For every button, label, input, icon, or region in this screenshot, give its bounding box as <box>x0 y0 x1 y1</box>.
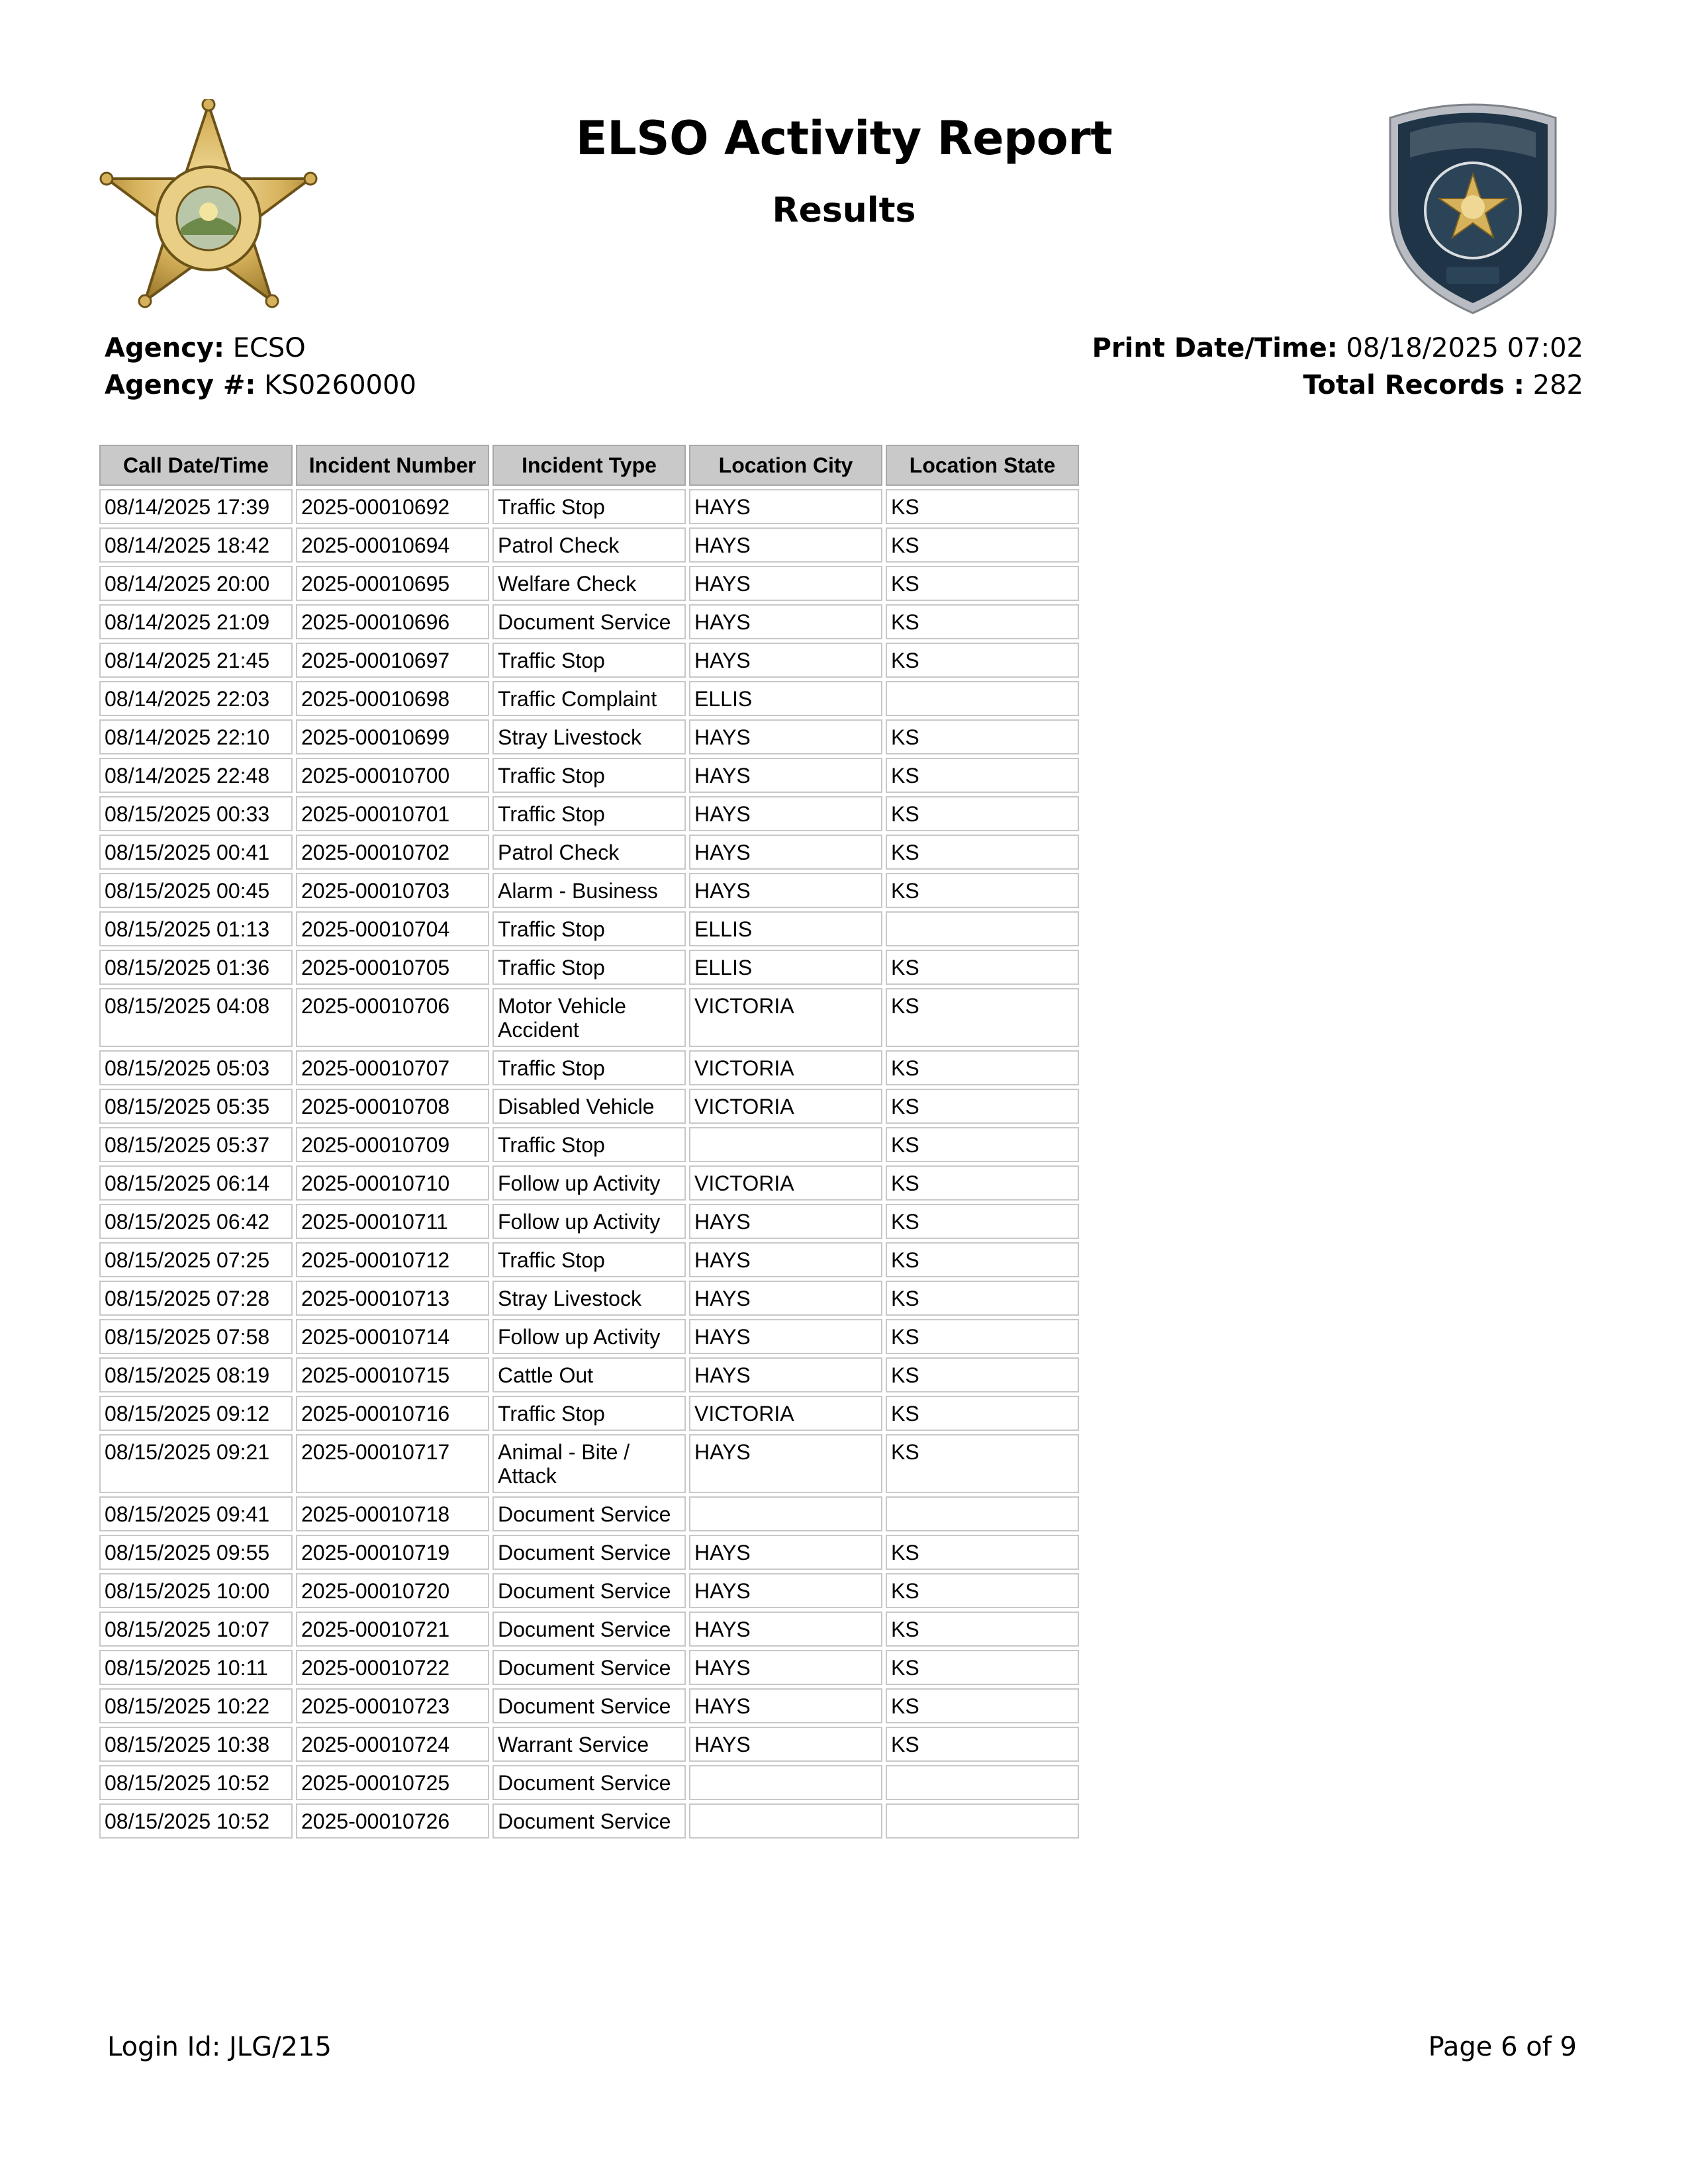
location-state-cell: KS <box>886 1204 1079 1239</box>
location-city-cell: VICTORIA <box>689 1165 882 1201</box>
location-state-cell: KS <box>886 489 1079 524</box>
location-city-cell: HAYS <box>689 873 882 908</box>
page-number: Page 6 of 9 <box>1428 2032 1577 2062</box>
total-records-line <box>1092 367 1583 404</box>
incident-type-cell: Document Service <box>492 1765 686 1800</box>
column-header: Location City <box>689 445 882 486</box>
location-city-cell: HAYS <box>689 719 882 754</box>
incident-type-cell: Motor Vehicle Accident <box>492 988 686 1047</box>
table-row <box>99 604 1079 639</box>
incident-type-cell: Document Service <box>492 1573 686 1608</box>
location-city-cell: HAYS <box>689 489 882 524</box>
login-id: Login Id: JLG/215 <box>107 2032 332 2062</box>
incident-number-cell: 2025-00010723 <box>296 1688 489 1723</box>
agency-number-line <box>105 367 416 404</box>
location-city-cell: HAYS <box>689 604 882 639</box>
location-city-cell: HAYS <box>689 527 882 563</box>
location-state-cell: KS <box>886 796 1079 831</box>
call-datetime-cell: 08/15/2025 06:42 <box>99 1204 293 1239</box>
location-state-cell: KS <box>886 1688 1079 1723</box>
call-datetime-cell: 08/15/2025 10:22 <box>99 1688 293 1723</box>
call-datetime-cell: 08/14/2025 17:39 <box>99 489 293 524</box>
location-city-cell <box>689 1765 882 1800</box>
call-datetime-cell: 08/15/2025 10:00 <box>99 1573 293 1608</box>
location-state-cell: KS <box>886 719 1079 754</box>
call-datetime-cell: 08/15/2025 00:33 <box>99 796 293 831</box>
call-datetime-cell: 08/14/2025 22:48 <box>99 758 293 793</box>
location-state-cell: KS <box>886 1535 1079 1570</box>
incident-number-cell: 2025-00010696 <box>296 604 489 639</box>
incident-number-cell: 2025-00010701 <box>296 796 489 831</box>
incident-type-cell: Traffic Stop <box>492 758 686 793</box>
incident-number-cell: 2025-00010698 <box>296 681 489 716</box>
call-datetime-cell: 08/15/2025 09:55 <box>99 1535 293 1570</box>
table-row <box>99 911 1079 946</box>
call-datetime-cell: 08/15/2025 07:25 <box>99 1242 293 1277</box>
incident-type-cell: Traffic Stop <box>492 1127 686 1162</box>
location-city-cell: HAYS <box>689 1319 882 1354</box>
table-row <box>99 835 1079 870</box>
location-city-cell: VICTORIA <box>689 1396 882 1431</box>
incident-type-cell: Traffic Stop <box>492 489 686 524</box>
incident-number-cell: 2025-00010719 <box>296 1535 489 1570</box>
call-datetime-cell: 08/14/2025 21:09 <box>99 604 293 639</box>
incident-number-cell: 2025-00010707 <box>296 1050 489 1085</box>
incident-number-cell: 2025-00010722 <box>296 1650 489 1685</box>
call-datetime-cell: 08/14/2025 22:03 <box>99 681 293 716</box>
location-city-cell <box>689 1496 882 1531</box>
call-datetime-cell: 08/15/2025 09:41 <box>99 1496 293 1531</box>
table-row <box>99 1496 1079 1531</box>
print-datetime-line <box>1092 330 1583 367</box>
incident-type-cell: Traffic Complaint <box>492 681 686 716</box>
sheriff-shield-logo <box>1383 98 1562 316</box>
incident-number-cell: 2025-00010714 <box>296 1319 489 1354</box>
location-city-cell: HAYS <box>689 796 882 831</box>
incident-number-cell: 2025-00010700 <box>296 758 489 793</box>
incident-type-cell: Patrol Check <box>492 527 686 563</box>
location-state-cell: KS <box>886 1050 1079 1085</box>
incident-number-cell: 2025-00010702 <box>296 835 489 870</box>
location-city-cell: HAYS <box>689 1688 882 1723</box>
location-state-cell: KS <box>886 1573 1079 1608</box>
location-state-cell: KS <box>886 835 1079 870</box>
total-records-label: Total Records : <box>1303 370 1524 400</box>
location-city-cell: HAYS <box>689 758 882 793</box>
table-row <box>99 1765 1079 1800</box>
agency-number-value: KS0260000 <box>264 370 416 400</box>
incident-type-cell: Document Service <box>492 604 686 639</box>
table-row <box>99 796 1079 831</box>
location-state-cell: KS <box>886 1612 1079 1647</box>
incident-type-cell: Cattle Out <box>492 1357 686 1392</box>
table-row <box>99 1612 1079 1647</box>
table-row <box>99 1204 1079 1239</box>
incident-number-cell: 2025-00010712 <box>296 1242 489 1277</box>
location-state-cell <box>886 1496 1079 1531</box>
location-state-cell: KS <box>886 1357 1079 1392</box>
table-row <box>99 489 1079 524</box>
location-state-cell: KS <box>886 527 1079 563</box>
activity-table <box>96 441 1082 1842</box>
table-row <box>99 1242 1079 1277</box>
location-state-cell: KS <box>886 1127 1079 1162</box>
incident-type-cell: Traffic Stop <box>492 911 686 946</box>
column-header: Location State <box>886 445 1079 486</box>
incident-type-cell: Document Service <box>492 1803 686 1839</box>
incident-number-cell: 2025-00010721 <box>296 1612 489 1647</box>
table-row <box>99 758 1079 793</box>
incident-type-cell: Disabled Vehicle <box>492 1089 686 1124</box>
location-city-cell: ELLIS <box>689 681 882 716</box>
call-datetime-cell: 08/15/2025 07:28 <box>99 1281 293 1316</box>
incident-number-cell: 2025-00010694 <box>296 527 489 563</box>
agency-line <box>105 330 416 367</box>
location-state-cell: KS <box>886 1396 1079 1431</box>
incident-number-cell: 2025-00010706 <box>296 988 489 1047</box>
location-state-cell: KS <box>886 988 1079 1047</box>
location-city-cell: HAYS <box>689 1573 882 1608</box>
location-city-cell: HAYS <box>689 566 882 601</box>
call-datetime-cell: 08/15/2025 06:14 <box>99 1165 293 1201</box>
call-datetime-cell: 08/15/2025 08:19 <box>99 1357 293 1392</box>
report-subtitle: Results <box>772 191 916 230</box>
table-row <box>99 1650 1079 1685</box>
location-city-cell: HAYS <box>689 1204 882 1239</box>
table-row <box>99 1127 1079 1162</box>
incident-type-cell: Traffic Stop <box>492 1050 686 1085</box>
table-row <box>99 1727 1079 1762</box>
incident-number-cell: 2025-00010726 <box>296 1803 489 1839</box>
table-row <box>99 1803 1079 1839</box>
table-row <box>99 1573 1079 1608</box>
incident-type-cell: Document Service <box>492 1650 686 1685</box>
incident-number-cell: 2025-00010697 <box>296 643 489 678</box>
table-row <box>99 873 1079 908</box>
table-row <box>99 1357 1079 1392</box>
table-row <box>99 1165 1079 1201</box>
location-state-cell: KS <box>886 758 1079 793</box>
location-state-cell: KS <box>886 873 1079 908</box>
column-header: Incident Type <box>492 445 686 486</box>
call-datetime-cell: 08/15/2025 07:58 <box>99 1319 293 1354</box>
incident-type-cell: Traffic Stop <box>492 1242 686 1277</box>
incident-number-cell: 2025-00010725 <box>296 1765 489 1800</box>
location-city-cell: ELLIS <box>689 950 882 985</box>
location-city-cell: HAYS <box>689 1281 882 1316</box>
location-city-cell <box>689 1127 882 1162</box>
location-state-cell: KS <box>886 566 1079 601</box>
table-row <box>99 1281 1079 1316</box>
incident-number-cell: 2025-00010703 <box>296 873 489 908</box>
location-state-cell: KS <box>886 1319 1079 1354</box>
location-state-cell: KS <box>886 1165 1079 1201</box>
location-city-cell: HAYS <box>689 1434 882 1493</box>
location-state-cell: KS <box>886 1089 1079 1124</box>
incident-number-cell: 2025-00010699 <box>296 719 489 754</box>
location-state-cell <box>886 681 1079 716</box>
call-datetime-cell: 08/15/2025 01:36 <box>99 950 293 985</box>
table-row <box>99 1050 1079 1085</box>
location-state-cell: KS <box>886 950 1079 985</box>
table-row <box>99 950 1079 985</box>
location-city-cell: HAYS <box>689 643 882 678</box>
incident-type-cell: Patrol Check <box>492 835 686 870</box>
agency-value: ECSO <box>232 333 306 363</box>
incident-type-cell: Traffic Stop <box>492 950 686 985</box>
table-row <box>99 1089 1079 1124</box>
location-city-cell: VICTORIA <box>689 1089 882 1124</box>
call-datetime-cell: 08/15/2025 10:38 <box>99 1727 293 1762</box>
incident-number-cell: 2025-00010704 <box>296 911 489 946</box>
print-datetime-value: 08/18/2025 07:02 <box>1346 333 1583 363</box>
call-datetime-cell: 08/14/2025 18:42 <box>99 527 293 563</box>
incident-number-cell: 2025-00010708 <box>296 1089 489 1124</box>
location-state-cell: KS <box>886 1650 1079 1685</box>
print-info <box>1092 330 1583 404</box>
total-records-value: 282 <box>1532 370 1583 400</box>
incident-number-cell: 2025-00010718 <box>296 1496 489 1531</box>
call-datetime-cell: 08/14/2025 21:45 <box>99 643 293 678</box>
location-state-cell: KS <box>886 1242 1079 1277</box>
call-datetime-cell: 08/15/2025 10:52 <box>99 1765 293 1800</box>
call-datetime-cell: 08/15/2025 04:08 <box>99 988 293 1047</box>
location-city-cell: HAYS <box>689 1727 882 1762</box>
table-row <box>99 527 1079 563</box>
call-datetime-cell: 08/15/2025 00:45 <box>99 873 293 908</box>
location-state-cell <box>886 1803 1079 1839</box>
incident-type-cell: Welfare Check <box>492 566 686 601</box>
incident-number-cell: 2025-00010711 <box>296 1204 489 1239</box>
table-header-row <box>99 445 1079 486</box>
call-datetime-cell: 08/15/2025 10:07 <box>99 1612 293 1647</box>
call-datetime-cell: 08/15/2025 09:12 <box>99 1396 293 1431</box>
incident-type-cell: Traffic Stop <box>492 796 686 831</box>
incident-type-cell: Warrant Service <box>492 1727 686 1762</box>
call-datetime-cell: 08/15/2025 10:11 <box>99 1650 293 1685</box>
incident-type-cell: Document Service <box>492 1535 686 1570</box>
table-row <box>99 643 1079 678</box>
incident-number-cell: 2025-00010720 <box>296 1573 489 1608</box>
incident-type-cell: Document Service <box>492 1688 686 1723</box>
agency-label: Agency: <box>105 333 224 363</box>
incident-number-cell: 2025-00010724 <box>296 1727 489 1762</box>
incident-number-cell: 2025-00010710 <box>296 1165 489 1201</box>
table-row <box>99 1396 1079 1431</box>
incident-type-cell: Document Service <box>492 1612 686 1647</box>
incident-type-cell: Follow up Activity <box>492 1165 686 1201</box>
incident-type-cell: Alarm - Business <box>492 873 686 908</box>
call-datetime-cell: 08/14/2025 22:10 <box>99 719 293 754</box>
incident-number-cell: 2025-00010716 <box>296 1396 489 1431</box>
agency-info <box>105 330 416 404</box>
location-state-cell: KS <box>886 643 1079 678</box>
table-row <box>99 1688 1079 1723</box>
incident-number-cell: 2025-00010717 <box>296 1434 489 1493</box>
incident-type-cell: Follow up Activity <box>492 1319 686 1354</box>
incident-type-cell: Traffic Stop <box>492 643 686 678</box>
call-datetime-cell: 08/15/2025 05:35 <box>99 1089 293 1124</box>
location-city-cell: HAYS <box>689 1535 882 1570</box>
table-row <box>99 988 1079 1047</box>
table-row <box>99 1434 1079 1493</box>
report-title: ELSO Activity Report <box>575 111 1113 165</box>
incident-type-cell: Follow up Activity <box>492 1204 686 1239</box>
incident-type-cell: Traffic Stop <box>492 1396 686 1431</box>
location-city-cell: HAYS <box>689 835 882 870</box>
incident-number-cell: 2025-00010705 <box>296 950 489 985</box>
location-state-cell: KS <box>886 1281 1079 1316</box>
call-datetime-cell: 08/15/2025 01:13 <box>99 911 293 946</box>
incident-number-cell: 2025-00010713 <box>296 1281 489 1316</box>
location-city-cell: HAYS <box>689 1650 882 1685</box>
incident-number-cell: 2025-00010692 <box>296 489 489 524</box>
incident-number-cell: 2025-00010715 <box>296 1357 489 1392</box>
column-header: Incident Number <box>296 445 489 486</box>
table-row <box>99 566 1079 601</box>
print-datetime-label: Print Date/Time: <box>1092 333 1338 363</box>
table-row <box>99 1535 1079 1570</box>
table-row <box>99 1319 1079 1354</box>
table-body <box>99 489 1079 1839</box>
incident-number-cell: 2025-00010709 <box>296 1127 489 1162</box>
location-state-cell <box>886 911 1079 946</box>
incident-type-cell: Stray Livestock <box>492 719 686 754</box>
location-state-cell: KS <box>886 604 1079 639</box>
location-state-cell: KS <box>886 1727 1079 1762</box>
call-datetime-cell: 08/15/2025 09:21 <box>99 1434 293 1493</box>
table-row <box>99 719 1079 754</box>
sheriff-shield-icon <box>1383 98 1562 316</box>
incident-type-cell: Stray Livestock <box>492 1281 686 1316</box>
table-row <box>99 681 1079 716</box>
call-datetime-cell: 08/15/2025 05:37 <box>99 1127 293 1162</box>
column-header: Call Date/Time <box>99 445 293 486</box>
location-city-cell: HAYS <box>689 1357 882 1392</box>
location-city-cell: HAYS <box>689 1612 882 1647</box>
location-city-cell: VICTORIA <box>689 1050 882 1085</box>
location-city-cell: HAYS <box>689 1242 882 1277</box>
location-city-cell: VICTORIA <box>689 988 882 1047</box>
call-datetime-cell: 08/14/2025 20:00 <box>99 566 293 601</box>
agency-number-label: Agency #: <box>105 370 256 400</box>
location-city-cell <box>689 1803 882 1839</box>
call-datetime-cell: 08/15/2025 00:41 <box>99 835 293 870</box>
location-city-cell: ELLIS <box>689 911 882 946</box>
incident-type-cell: Animal - Bite / Attack <box>492 1434 686 1493</box>
location-state-cell <box>886 1765 1079 1800</box>
call-datetime-cell: 08/15/2025 10:52 <box>99 1803 293 1839</box>
incident-type-cell: Document Service <box>492 1496 686 1531</box>
incident-number-cell: 2025-00010695 <box>296 566 489 601</box>
location-state-cell: KS <box>886 1434 1079 1493</box>
call-datetime-cell: 08/15/2025 05:03 <box>99 1050 293 1085</box>
